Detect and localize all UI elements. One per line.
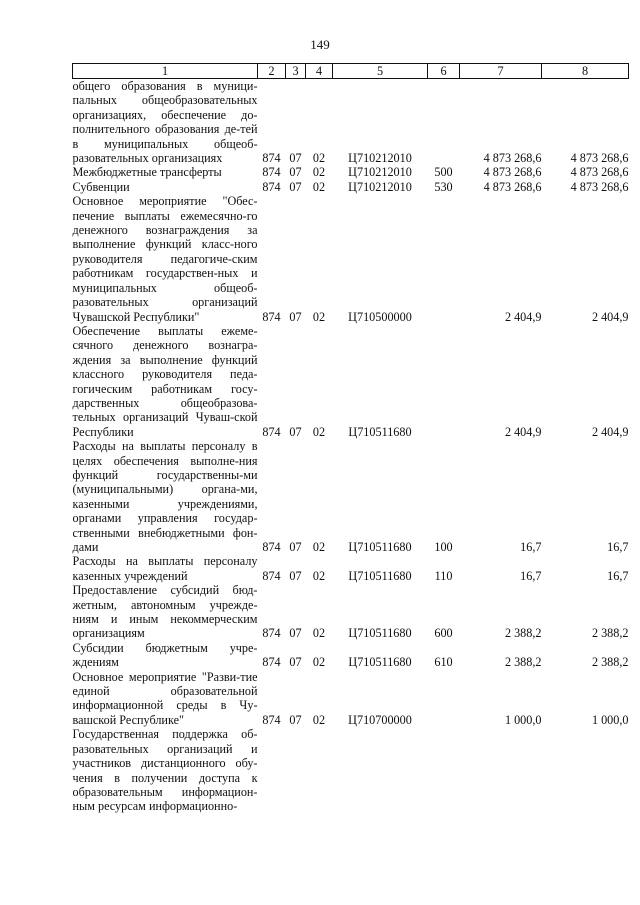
row-description: Основное мероприятие "Разви-тие единой образовательной информационной среды в Чу-вашской Республике" — [72, 669, 258, 727]
page-number: 149 — [310, 37, 330, 52]
cell-amount-1: 4 873 268,6 — [483, 151, 542, 166]
cell-expense-type — [428, 324, 460, 439]
cell-amount-1: 4 873 268,6 — [483, 179, 542, 194]
row-description: Предоставление субсидий бюд-жетным, автономным учрежде-ниям и иным некоммерческим организациям — [72, 583, 258, 641]
cell-ministry: 874 — [262, 655, 281, 670]
cell-subsection: 02 — [312, 179, 326, 194]
cell-expense-type: 100 — [434, 540, 453, 554]
cell-expense-type: 530 — [434, 179, 453, 194]
column-header: 1 — [73, 64, 258, 79]
table-row — [73, 194, 629, 324]
column-header: 4 — [306, 64, 333, 79]
row-description: Государственная поддержка об-разовательных организаций и участников дистанционного обу-чения в получении доступа к образовательным информацион-ным ресурсам информационно- — [72, 727, 258, 814]
cell-amount-1: 1 000,0 — [504, 712, 542, 727]
row-description: Расходы на выплаты персоналу казенных учреждений — [72, 554, 258, 583]
table-row — [73, 641, 629, 670]
cell-subsection: 02 — [312, 626, 326, 641]
cell-amount-2: 4 873 268,6 — [570, 151, 629, 166]
cell-target-article: Ц710511680 — [348, 626, 412, 641]
cell-amount-2: 2 388,2 — [591, 655, 629, 670]
table-row — [73, 727, 629, 813]
cell-amount-1: 16,7 — [520, 568, 542, 583]
cell-amount-2: 2 404,9 — [591, 424, 629, 439]
cell-expense-type — [428, 670, 460, 728]
column-header: 5 — [333, 64, 428, 79]
cell-section: 07 — [289, 626, 302, 641]
cell-subsection: 02 — [312, 165, 326, 180]
cell-amount-1: 2 388,2 — [504, 655, 542, 670]
table-row — [73, 79, 629, 166]
column-header: 3 — [286, 64, 306, 79]
cell-amount-1: 4 873 268,6 — [483, 165, 542, 180]
cell-ministry: 874 — [262, 165, 281, 180]
cell-amount-2 — [542, 727, 629, 813]
cell-amount-2: 4 873 268,6 — [570, 179, 629, 194]
cell-target-article: Ц710212010 — [348, 179, 412, 194]
cell-ministry: 874 — [262, 626, 281, 641]
cell-target-article: Ц710511680 — [348, 540, 412, 554]
table-row — [73, 439, 629, 554]
cell-subsection: 02 — [312, 712, 326, 727]
cell-subsection: 02 — [312, 540, 326, 554]
cell-section: 07 — [289, 424, 302, 439]
table-row — [73, 180, 629, 194]
cell-ministry: 874 — [262, 424, 281, 439]
cell-target-article: Ц710500000 — [348, 309, 412, 324]
header-row — [73, 64, 629, 79]
cell-target-article: Ц710212010 — [348, 151, 412, 166]
cell-subsection — [306, 727, 333, 813]
cell-subsection: 02 — [312, 568, 326, 583]
table-row — [73, 583, 629, 641]
table-row — [73, 165, 629, 179]
cell-expense-type: 610 — [434, 655, 453, 670]
row-description: Обеспечение выплаты ежеме-сячного денежного вознагра-ждения за выполнение функций классного руководителя педа-гогическим работникам госу-дарственных общеобразова-тельных организаций Чуваш-ской Республики — [72, 323, 258, 439]
cell-amount-1: 16,7 — [520, 540, 542, 554]
cell-target-article: Ц710700000 — [348, 712, 412, 727]
column-header: 6 — [428, 64, 460, 79]
cell-amount-2: 16,7 — [607, 568, 629, 583]
cell-amount-2: 1 000,0 — [591, 712, 629, 727]
cell-ministry — [258, 727, 286, 813]
cell-ministry: 874 — [262, 179, 281, 194]
cell-amount-2: 2 404,9 — [591, 309, 629, 324]
cell-section: 07 — [289, 540, 302, 554]
row-description: Субсидии бюджетным учре-ждениям — [72, 640, 258, 670]
cell-expense-type: 600 — [434, 626, 453, 641]
row-description: Расходы на выплаты персоналу в целях обеспечения выполне-ния функций государственны-ми (муниципальными) органа-ми, казенными учреждениями, органами управления государ-ственными внебюджетными фон-дами — [72, 439, 258, 554]
row-description: общего образования в муници-пальных общеобразовательных организациях, обеспечение до-полнительного образования де-тей в муниципальных общеоб-разовательных организациях — [72, 79, 258, 166]
cell-section: 07 — [289, 179, 302, 194]
row-description: Субвенции — [72, 179, 130, 194]
budget-table — [72, 63, 629, 814]
table-row — [73, 324, 629, 439]
cell-subsection: 02 — [312, 655, 326, 670]
cell-section — [286, 727, 306, 813]
cell-amount-1: 2 388,2 — [504, 626, 542, 641]
row-description: Основное мероприятие "Обес-печение выплаты ежемесячно-го денежного вознаграждения за выполнение функций класс-ного руководителя педагогиче-ским работникам государствен-ных и муниципальных общеоб-разовательных организаций Чувашской Республики" — [72, 194, 258, 324]
cell-subsection: 02 — [312, 309, 326, 324]
cell-target-article: Ц710511680 — [348, 424, 412, 439]
cell-section: 07 — [289, 712, 302, 727]
cell-section: 07 — [289, 151, 302, 166]
cell-ministry: 874 — [262, 309, 281, 324]
cell-section: 07 — [289, 568, 302, 583]
cell-section: 07 — [289, 655, 302, 670]
cell-expense-type — [428, 194, 460, 324]
cell-ministry: 874 — [262, 151, 281, 166]
cell-amount-1: 2 404,9 — [504, 424, 542, 439]
cell-target-article: Ц710511680 — [348, 655, 412, 670]
row-description: Межбюджетные трансферты — [72, 165, 222, 180]
column-header: 7 — [460, 64, 542, 79]
cell-section: 07 — [289, 309, 302, 324]
cell-ministry: 874 — [262, 568, 281, 583]
cell-ministry: 874 — [262, 712, 281, 727]
cell-amount-1: 2 404,9 — [504, 309, 542, 324]
cell-amount-2: 4 873 268,6 — [570, 165, 629, 180]
table-row — [73, 554, 629, 583]
cell-expense-type — [428, 727, 460, 813]
cell-amount-2: 16,7 — [607, 540, 629, 554]
cell-target-article: Ц710212010 — [348, 165, 412, 180]
cell-target-article: Ц710511680 — [348, 568, 412, 583]
cell-expense-type: 110 — [434, 568, 453, 583]
table-row — [73, 670, 629, 728]
cell-subsection: 02 — [312, 151, 326, 166]
cell-section: 07 — [289, 165, 302, 180]
cell-ministry: 874 — [262, 540, 281, 554]
column-header: 8 — [542, 64, 629, 79]
cell-expense-type: 500 — [434, 165, 453, 180]
cell-amount-2: 2 388,2 — [591, 626, 629, 641]
column-header: 2 — [258, 64, 286, 79]
cell-amount-1 — [460, 727, 542, 813]
cell-target-article — [333, 727, 428, 813]
cell-subsection: 02 — [312, 424, 326, 439]
cell-expense-type — [428, 79, 460, 166]
